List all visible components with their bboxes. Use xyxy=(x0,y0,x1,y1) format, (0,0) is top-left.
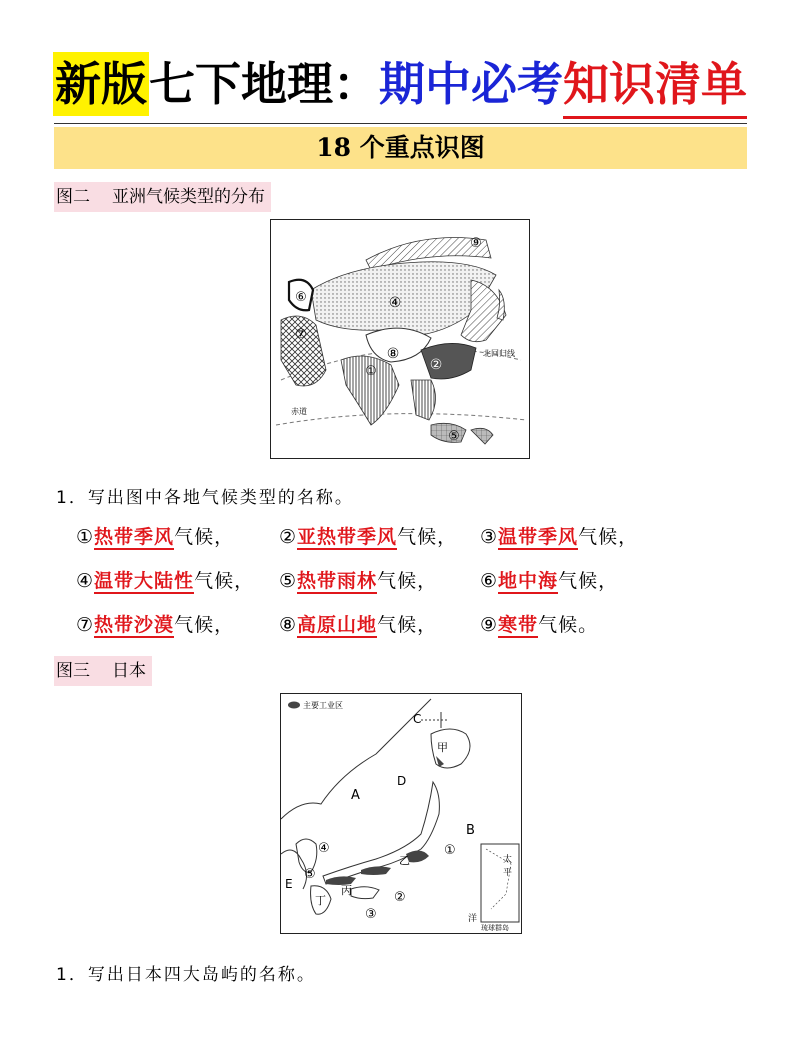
title-divider xyxy=(54,123,747,124)
figure3-caption-label: 图三 xyxy=(56,661,90,681)
figure2-caption xyxy=(54,182,271,212)
japan-label-C: C xyxy=(413,712,422,726)
japan-label-c1: ① xyxy=(444,843,456,858)
answer-row xyxy=(76,566,756,610)
figure3-caption xyxy=(54,656,152,686)
title-highlight: 新版 xyxy=(53,52,149,116)
map-label-8: ⑧ xyxy=(386,346,400,362)
answer-2: ②亚热带季风气候， xyxy=(279,526,458,548)
japan-label-yang: 洋 xyxy=(468,914,478,924)
figure2-caption-label: 图二 xyxy=(56,187,90,207)
japan-label-B: B xyxy=(466,823,475,838)
japan-label-ding: 丁 xyxy=(315,894,326,907)
answer-5: ⑤热带雨林气候， xyxy=(279,570,438,592)
title-subject: 七下地理： xyxy=(149,57,379,111)
map-label-6: ⑥ xyxy=(295,290,307,305)
question-islands-prompt: 1．写出日本四大岛屿的名称。 xyxy=(56,965,316,985)
japan-map xyxy=(280,693,522,934)
climate-answers xyxy=(76,522,756,654)
japan-label-E: E xyxy=(285,877,293,891)
answer-9: ⑨寒带气候。 xyxy=(480,614,599,636)
japan-label-D: D xyxy=(397,774,407,788)
japan-label-c2: ② xyxy=(394,890,406,905)
japan-label-bing: 丙 xyxy=(341,884,352,897)
map-label-9: ⑨ xyxy=(470,236,482,251)
japan-map-graphic xyxy=(281,694,521,933)
title-exam: 期中必考 xyxy=(379,57,563,111)
map-label-1: ① xyxy=(365,364,377,379)
asia-map-graphic xyxy=(271,220,529,458)
answer-7: ⑦热带沙漠气候， xyxy=(76,614,235,636)
map-label-equator: 赤道 xyxy=(291,407,307,416)
map-label-5: ⑤ xyxy=(448,429,460,444)
answer-row xyxy=(76,522,756,566)
japan-label-tai: 太 xyxy=(503,855,513,865)
japan-label-jia: 甲 xyxy=(437,741,448,754)
map-label-2: ② xyxy=(429,357,443,373)
title-checklist: 知识清单 xyxy=(563,52,747,119)
answer-6: ⑥地中海气候， xyxy=(480,570,619,592)
japan-label-A: A xyxy=(351,788,360,803)
question-climate-prompt: 1．写出图中各地气候类型的名称。 xyxy=(56,488,354,508)
japan-label-c3: ③ xyxy=(365,907,377,922)
asia-climate-map xyxy=(270,219,530,459)
japan-label-ryukyu: 琉球群岛 xyxy=(481,924,509,932)
answer-1: ①热带季风气候， xyxy=(76,526,235,548)
answer-4: ④温带大陆性气候， xyxy=(76,570,255,592)
answer-row xyxy=(76,610,756,654)
map-label-tropic: 北回归线 xyxy=(483,349,515,358)
figure3-caption-text: 日本 xyxy=(112,661,146,681)
japan-label-c5: ⑤ xyxy=(304,867,316,882)
japan-label-c4: ④ xyxy=(318,841,330,856)
page-title xyxy=(0,52,800,119)
section-banner: 18 个重点识图 xyxy=(54,127,747,169)
answer-8: ⑧高原山地气候， xyxy=(279,614,438,636)
japan-label-ping: 平 xyxy=(503,868,513,878)
figure2-caption-text: 亚洲气候类型的分布 xyxy=(112,187,265,207)
answer-3: ③温带季风气候， xyxy=(480,526,639,548)
map-label-4: ④ xyxy=(388,295,402,311)
map-label-7: ⑦ xyxy=(295,327,307,342)
japan-label-yi: 乙 xyxy=(399,854,410,867)
japan-legend: 主要工业区 xyxy=(303,701,343,710)
